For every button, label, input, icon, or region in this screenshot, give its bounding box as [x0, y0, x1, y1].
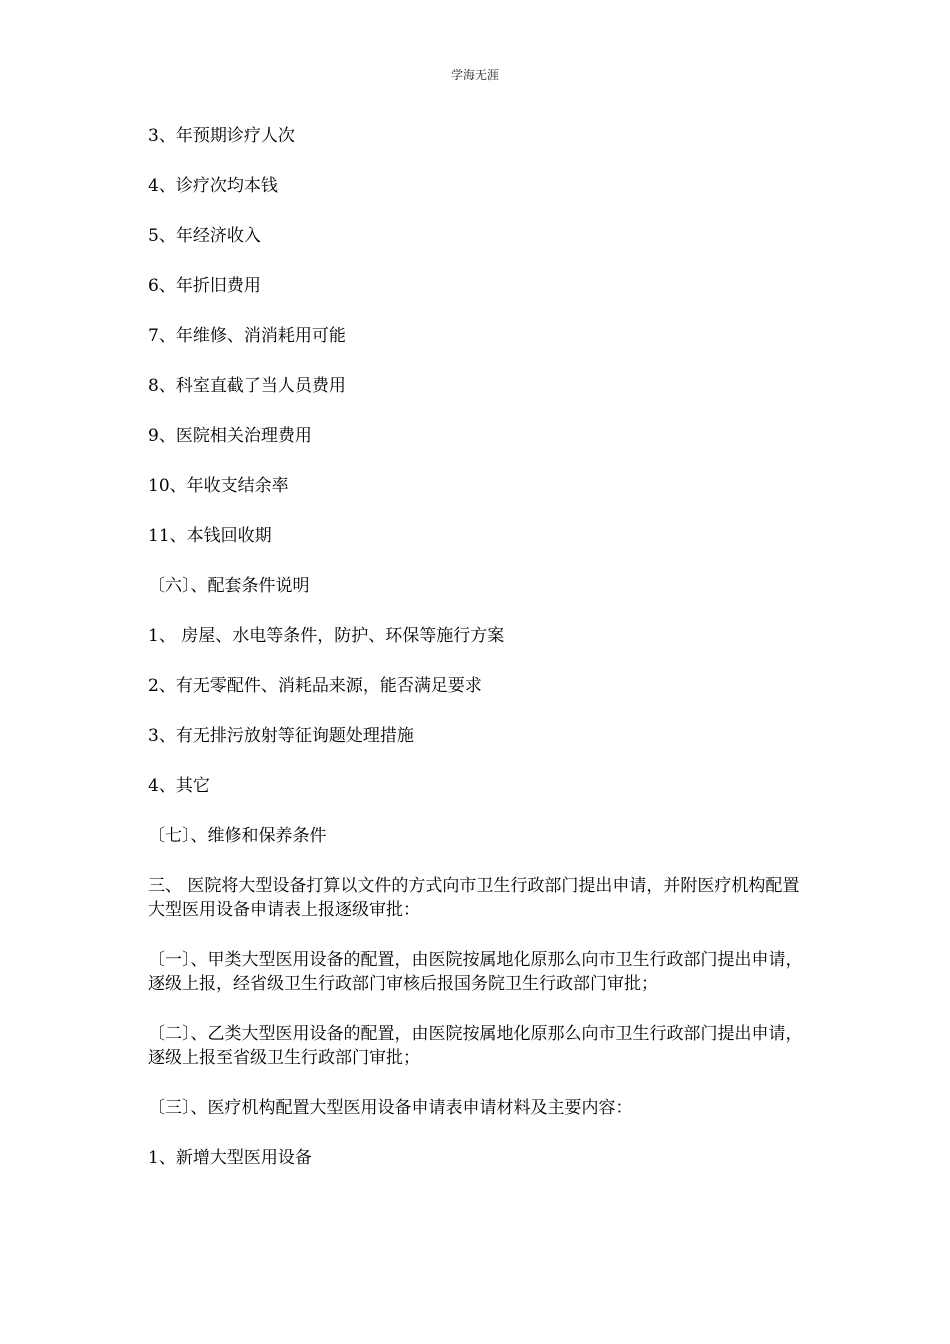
paragraph: 10、年收支结余率 — [148, 476, 289, 496]
paragraph: 〔三〕、医疗机构配置大型医用设备申请表申请材料及主要内容： — [148, 1098, 633, 1118]
paragraph: 9、医院相关治理费用 — [148, 426, 312, 446]
paragraph: 8、科室直截了当人员费用 — [148, 376, 346, 396]
paragraph: 4、其它 — [148, 776, 210, 796]
paragraph: 3、年预期诊疗人次 — [148, 126, 295, 146]
document-body — [148, 124, 808, 1196]
section-heading: 〔七〕、维修和保养条件 — [148, 826, 327, 846]
paragraph: 6、年折旧费用 — [148, 276, 261, 296]
paragraph: 〔二〕、乙类大型医用设备的配置，由医院按属地化原那么向市卫生行政部门提出申请，逐级上报至省级卫生行政部门审批； — [148, 1024, 803, 1068]
paragraph: 5、年经济收入 — [148, 226, 261, 246]
paragraph: 11、本钱回收期 — [148, 526, 272, 546]
section-heading: 三、 医院将大型设备打算以文件的方式向市卫生行政部门提出申请，并附医疗机构配置大型医用设备申请表上报逐级审批： — [148, 876, 800, 920]
paragraph: 2、有无零配件、消耗品来源，能否满足要求 — [148, 676, 482, 696]
paragraph: 〔一〕、甲类大型医用设备的配置，由医院按属地化原那么向市卫生行政部门提出申请，逐级上报，经省级卫生行政部门审核后报国务院卫生行政部门审批； — [148, 950, 803, 994]
paragraph: 4、诊疗次均本钱 — [148, 176, 278, 196]
paragraph: 3、有无排污放射等征询题处理措施 — [148, 726, 414, 746]
paragraph: 1、 房屋、水电等条件，防护、环保等施行方案 — [148, 626, 505, 646]
paragraph: 1、新增大型医用设备 — [148, 1148, 312, 1168]
paragraph: 7、年维修、消消耗用可能 — [148, 326, 346, 346]
section-heading: 〔六〕、配套条件说明 — [148, 576, 310, 596]
page-header: 学海无涯 — [450, 68, 499, 82]
